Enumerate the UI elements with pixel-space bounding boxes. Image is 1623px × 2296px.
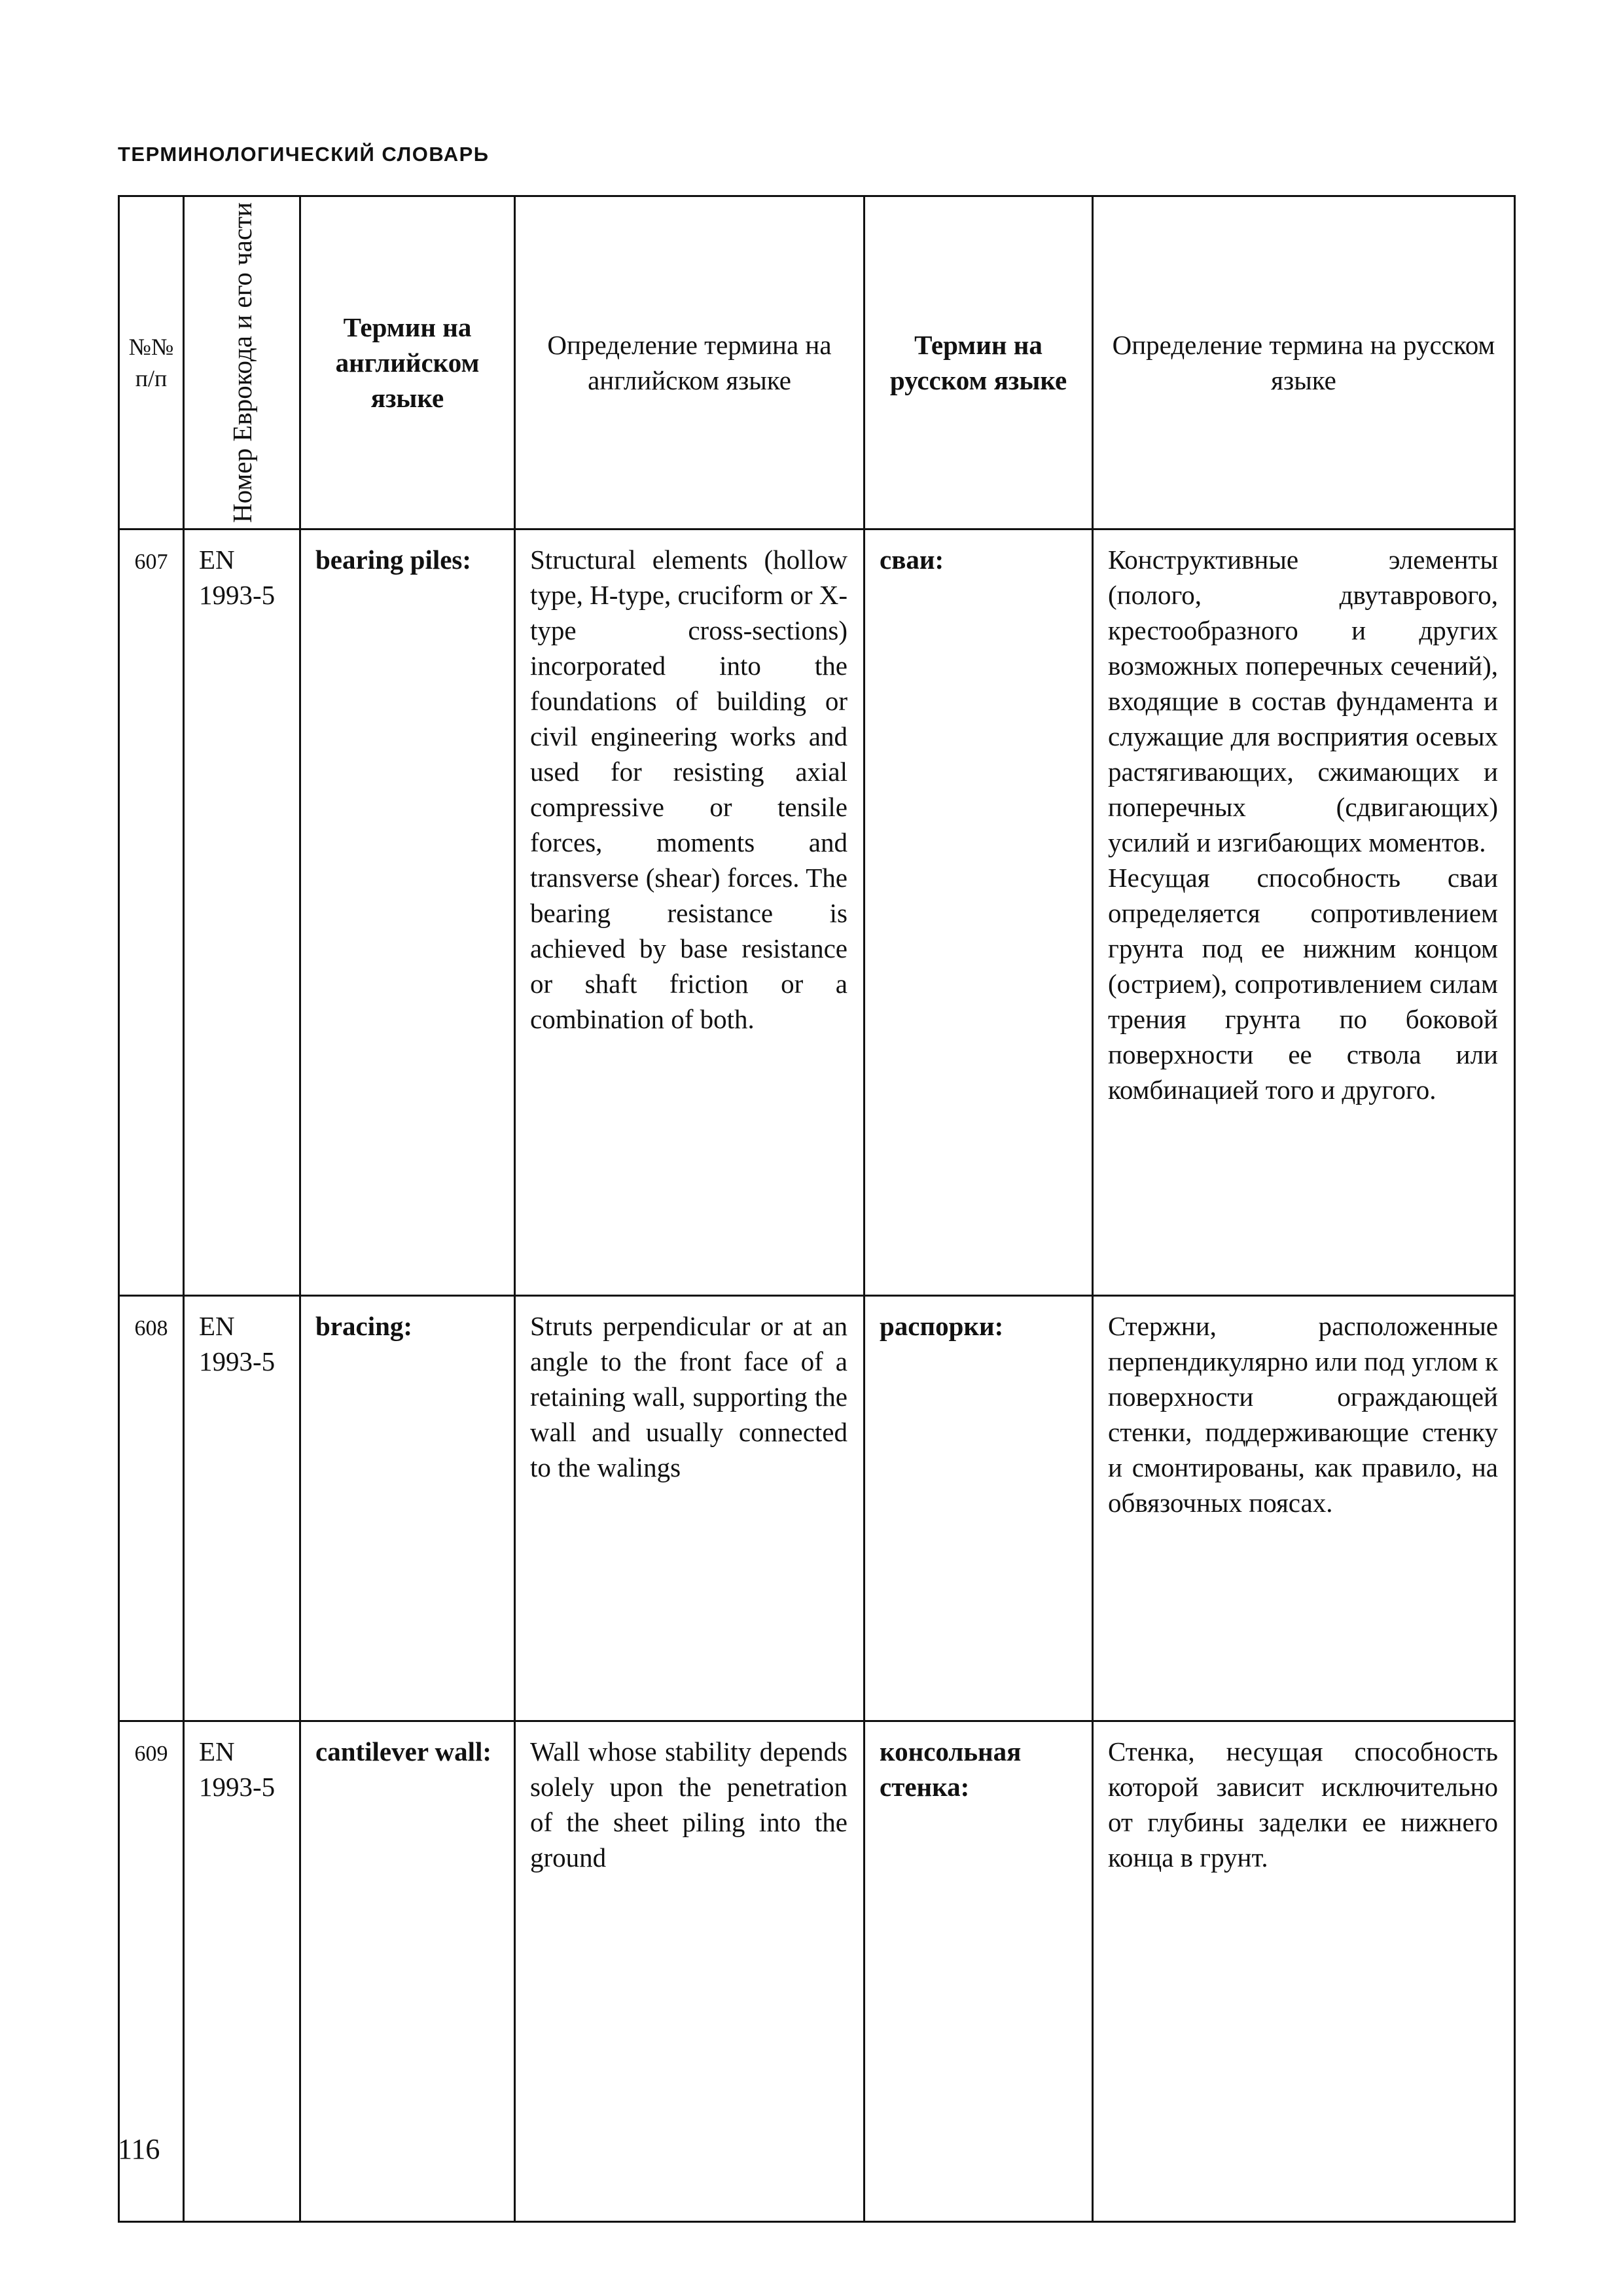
entry-eurocode: EN 1993-5 bbox=[184, 529, 300, 1295]
table-header-row bbox=[119, 196, 1515, 529]
entry-definition-en: Structural elements (hollow type, H-type, cruciform or X-type cross-sections) incorporated into the foundations of building or civil engineering works and used for resisting axial compressive or tensile forces, moments and transverse (shear) forces. The bearing resistance is achieved by base resistance or shaft friction or a combination of both. bbox=[515, 529, 865, 1295]
definition-ru-paragraph: Стенка, несущая способность которой зависит исключительно от глубины заделки ее нижнего конца в грунт. bbox=[1108, 1736, 1498, 1873]
entry-eurocode: EN 1993-5 bbox=[184, 1295, 300, 1721]
entry-definition-ru bbox=[1093, 1721, 1515, 2221]
definition-ru-paragraph: Несущая способность сваи определяется сопротивлением грунта под ее нижним концом (острием), сопротивлением силам трения грунта по боковой поверхности ее ствола или комбинацией того и другого. bbox=[1108, 862, 1498, 1105]
table-row bbox=[119, 1295, 1515, 1721]
entry-term-ru: сваи: bbox=[865, 529, 1093, 1295]
entry-eurocode: EN 1993-5 bbox=[184, 1721, 300, 2221]
definition-ru-paragraph: Конструктивные элементы (полого, двутаврового, крестообразного и других возможных поперечных сечений), входящие в состав фундамента и служащие для восприятия осевых растягивающих, сжимающих и поперечных (сдвигающих) усилий и изгибающих моментов. bbox=[1108, 544, 1498, 857]
running-title: ТЕРМИНОЛОГИЧЕСКИЙ СЛОВАРЬ bbox=[118, 143, 490, 166]
entry-term-en: bearing piles: bbox=[300, 529, 515, 1295]
entry-definition-en: Wall whose stability depends solely upon the penetration of the sheet piling into the ground bbox=[515, 1721, 865, 2221]
entry-number: 607 bbox=[119, 529, 184, 1295]
table-row bbox=[119, 1721, 1515, 2221]
definition-ru-paragraph: Стержни, расположенные перпендикулярно или под углом к поверхности ограждающей стенки, поддерживающие стенку и смонтированы, как правило, на обвязочных поясах. bbox=[1108, 1310, 1498, 1518]
entry-term-ru: распорки: bbox=[865, 1295, 1093, 1721]
entry-definition-en: Struts perpendicular or at an angle to the front face of a retaining wall, supporting the wall and usually connected to the walings bbox=[515, 1295, 865, 1721]
column-header-term-en: Термин на английском языке bbox=[300, 196, 515, 529]
column-header-term-ru: Термин на русском языке bbox=[865, 196, 1093, 529]
column-header-def-ru: Определение термина на русском языке bbox=[1093, 196, 1515, 529]
page-number: 116 bbox=[118, 2133, 160, 2165]
column-header-eurocode-label: Номер Еврокода и его части bbox=[226, 202, 257, 523]
table-row bbox=[119, 529, 1515, 1295]
glossary-table bbox=[118, 195, 1516, 2223]
entry-number: 608 bbox=[119, 1295, 184, 1721]
entry-definition-ru bbox=[1093, 1295, 1515, 1721]
entry-number: 609 bbox=[119, 1721, 184, 2221]
entry-term-en: bracing: bbox=[300, 1295, 515, 1721]
entry-definition-ru bbox=[1093, 529, 1515, 1295]
entry-term-en: cantilever wall: bbox=[300, 1721, 515, 2221]
column-header-def-en: Определение термина на английском языке bbox=[515, 196, 865, 529]
column-header-eurocode bbox=[184, 196, 300, 529]
entry-term-ru: консольная стенка: bbox=[865, 1721, 1093, 2221]
column-header-number: №№ п/п bbox=[119, 196, 184, 529]
